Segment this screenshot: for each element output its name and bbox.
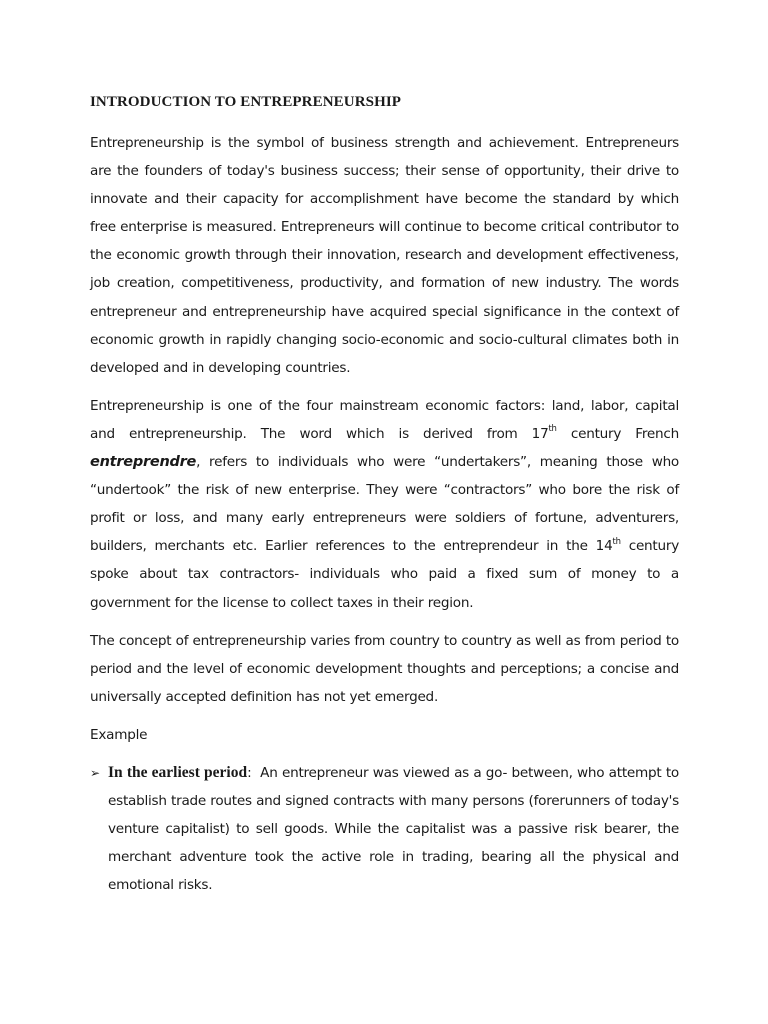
ordinal-suffix: th (612, 536, 621, 547)
paragraph-text: century spoke about tax contractors- individuals who paid a fixed sum of money to a government for the license to collect taxes in their region. (90, 538, 680, 611)
bullet-colon: : (247, 764, 252, 781)
ordinal-suffix: th (548, 424, 557, 435)
paragraph-text: century French (556, 425, 679, 442)
paragraph-intro: Entrepreneurship is the symbol of business strength and achievement. Entrepreneurs are the founders of today's business success; their sense of opportunity, their drive to innovate and their capacity for accomplishment have become the standard by which free enterprise is measured. Entrepreneurs will continue to become critical contributor to the economic growth through their innovation, research and development effectiveness, job creation, competitiveness, productivity, and formation of new industry. The words entrepreneur and entrepreneurship have acquired special significance in the context of economic growth in rapidly changing socio-economic and socio-cultural climates both in developed and in developing countries. (90, 135, 679, 376)
arrowhead-bullet-icon: ➢ (90, 765, 100, 780)
example-label: Example (90, 726, 148, 743)
bullet-text: An entrepreneur was viewed as a go- between, who attempt to establish trade routes and signed contracts with many persons (forerunners of today's venture capitalist) to sell goods. While the capitalist was a passive risk bearer, the merchant adventure took the active role in trading, bearing all the physical and emotional risks. (108, 764, 684, 894)
paragraph-economic-factors (90, 392, 679, 617)
paragraph-text: Entrepreneurship is one of the four mainstream economic factors: land, labor, capital and entrepreneurship. The word which is derived from 17 (90, 397, 679, 442)
document-title: INTRODUCTION TO ENTREPRENEURSHIP (90, 94, 402, 110)
paragraph-concept: The concept of entrepreneurship varies from country to country as well as from period to period and the level of economic development thoughts and perceptions; a concise and universally accepted definition has not yet emerged. (90, 632, 679, 705)
paragraph-text: , refers to individuals who were “undertakers”, meaning those who “undertook” the risk of new enterprise. They were “contractors” who bore the risk of profit or loss, and many early entrepreneurs were soldiers of fortune, adventurers, builders, merchants etc. Earlier references to the entreprendeur in the 14 (90, 454, 679, 555)
document-page (90, 92, 684, 899)
bullet-heading: In the earliest period (108, 763, 248, 781)
french-term: entreprendre (90, 454, 197, 471)
list-item (90, 759, 684, 899)
